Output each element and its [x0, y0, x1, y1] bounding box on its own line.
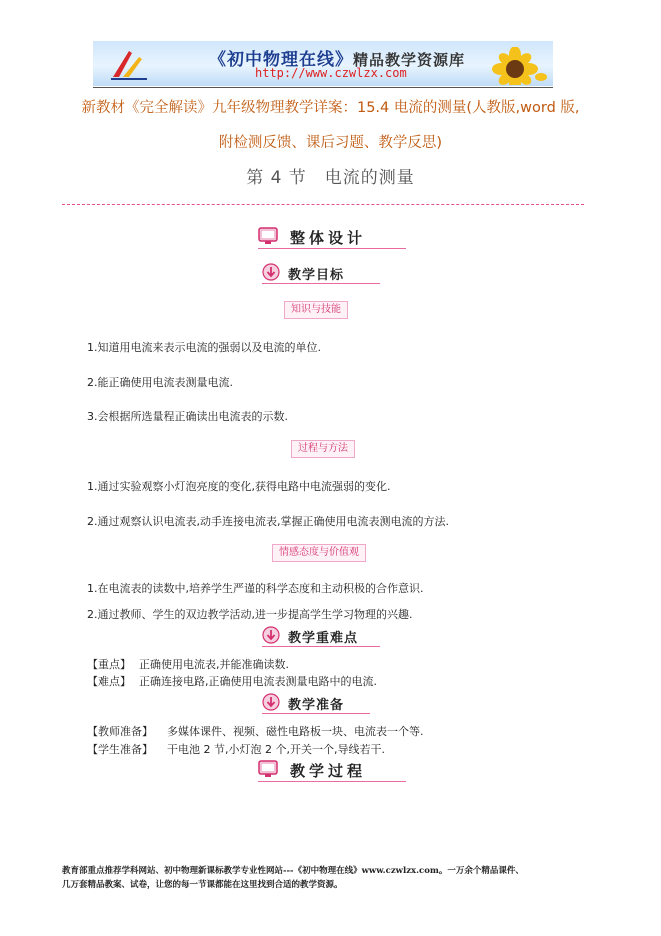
process-item-2: 2.通过观察认识电流表,动手连接电流表,掌握正确使用电流表测电流的方法.	[87, 515, 449, 528]
teacher-prep-label: 【教师准备】	[87, 725, 153, 738]
banner-divider	[93, 87, 553, 88]
doc-title-line1: 新教材《完全解读》九年级物理教学详案：15.4 电流的测量(人教版,word 版,	[81, 100, 580, 116]
dashed-divider	[62, 204, 584, 205]
down-arrow-icon	[262, 626, 280, 644]
header-banner	[93, 41, 553, 86]
section-title: 第 4 节 电流的测量	[246, 168, 415, 188]
header-teaching-prep	[262, 693, 372, 715]
knowledge-item-2: 2.能正确使用电流表测量电流.	[87, 376, 233, 389]
header-underline	[262, 713, 370, 714]
tag-knowledge-skills: 知识与技能	[284, 301, 348, 319]
header-teaching-process-text: 教学过程	[290, 762, 367, 780]
header-key-points	[262, 626, 382, 648]
difficulty-text: 正确连接电路,正确使用电流表测量电路中的电流.	[139, 675, 377, 688]
focus-text: 正确使用电流表,并能准确读数.	[139, 658, 289, 671]
footer-line1: 教育部重点推荐学科网站、初中物理新课标教学专业性网站---《初中物理在线》www.czwlzx.com。一万余个精品课件、	[62, 866, 524, 876]
emotion-item-1: 1.在电流表的读数中,培养学生严谨的科学态度和主动积极的合作意识.	[87, 582, 424, 595]
page-footer	[62, 864, 602, 892]
header-teaching-prep-text: 教学准备	[288, 698, 345, 713]
header-overall-design	[258, 227, 408, 251]
student-prep-label: 【学生准备】	[87, 743, 153, 756]
prep-student	[87, 741, 385, 757]
header-overall-design-text: 整体设计	[290, 229, 367, 247]
down-arrow-icon	[262, 693, 280, 711]
tag-emotion-values: 情感态度与价值观	[272, 544, 366, 562]
emotion-item-2: 2.通过教师、学生的双边教学活动,进一步提高学生学习物理的兴趣.	[87, 608, 413, 621]
teacher-prep-text: 多媒体课件、视频、磁性电路板一块、电流表一个等.	[167, 725, 424, 738]
header-underline	[258, 248, 406, 249]
header-underline	[262, 646, 380, 647]
student-prep-text: 干电池 2 节,小灯泡 2 个,开关一个,导线若干.	[167, 743, 385, 756]
banner-brand-name: 《初中物理在线》	[209, 50, 353, 70]
sunflower-icon	[485, 47, 547, 85]
key-point-difficulty	[87, 673, 377, 689]
prep-teacher	[87, 723, 424, 739]
header-teaching-goals	[262, 263, 382, 285]
focus-label: 【重点】	[87, 658, 131, 671]
doc-title-line2: 附检测反馈、课后习题、教学反思)	[218, 135, 443, 151]
monitor-icon	[258, 227, 278, 245]
key-point-focus	[87, 656, 289, 672]
header-teaching-goals-text: 教学目标	[288, 268, 345, 283]
banner-url[interactable]: http://www.czwlzx.com	[255, 66, 407, 80]
site-logo-icon	[109, 47, 149, 81]
knowledge-item-1: 1.知道用电流来表示电流的强弱以及电流的单位.	[87, 341, 321, 354]
footer-line2: 几万套精品教案、试卷，让您的每一节课都能在这里找到合适的教学资源。	[62, 880, 343, 890]
difficulty-label: 【难点】	[87, 675, 131, 688]
monitor-icon	[258, 760, 278, 778]
process-item-1: 1.通过实验观察小灯泡亮度的变化,获得电路中电流强弱的变化.	[87, 480, 391, 493]
header-underline	[258, 781, 406, 782]
tag-process-method: 过程与方法	[291, 440, 355, 458]
banner-brand-sub: 精品教学资源库	[353, 51, 466, 69]
knowledge-item-3: 3.会根据所选量程正确读出电流表的示数.	[87, 410, 288, 423]
header-underline	[262, 283, 380, 284]
header-key-points-text: 教学重难点	[288, 631, 359, 646]
down-arrow-icon	[262, 263, 280, 281]
header-teaching-process	[258, 760, 408, 784]
